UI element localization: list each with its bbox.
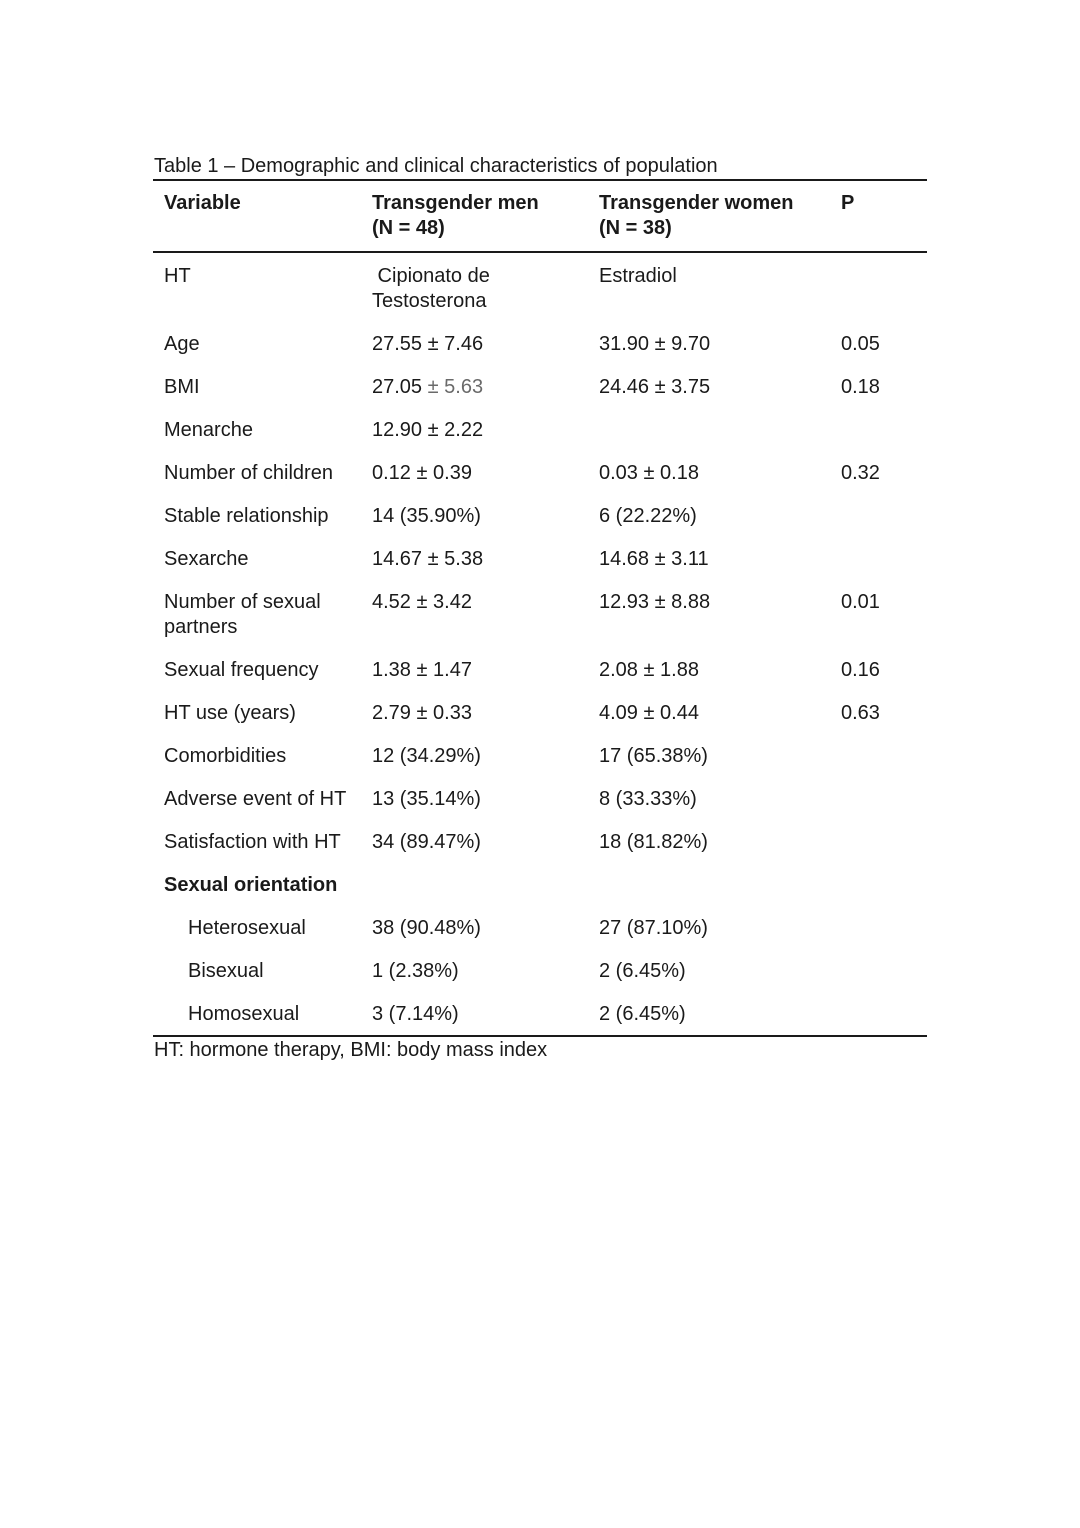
row-variable: Homosexual (188, 1003, 300, 1025)
row-women-value: 2.08 ± 1.88 (599, 659, 699, 681)
row-p-value: 0.63 (841, 702, 880, 724)
row-p-value (841, 418, 927, 461)
table-row (153, 1002, 927, 1036)
row-women-value: 2 (6.45%) (599, 1003, 686, 1025)
row-p-value (841, 787, 927, 830)
row-p-value (841, 504, 927, 547)
row-p-value (841, 1002, 927, 1036)
header-variable-label: Variable (164, 192, 241, 214)
row-p-value (841, 744, 927, 787)
row-p-value (841, 252, 927, 332)
row-women-value (599, 418, 841, 461)
row-men-value: 13 (35.14%) (372, 788, 481, 810)
header-p-label: P (841, 192, 855, 214)
row-women-value: 2 (6.45%) (599, 960, 686, 982)
row-p-value: 0.05 (841, 333, 880, 355)
section-heading-sexual-orientation: Sexual orientation (164, 874, 338, 896)
table-container (153, 179, 927, 1037)
row-men-value (372, 375, 599, 418)
header-women-n: (N = 38) (599, 217, 672, 239)
table-row (153, 916, 927, 959)
row-women-value: 24.46 ± 3.75 (599, 376, 711, 398)
row-p-value: 0.18 (841, 376, 880, 398)
table-row (153, 701, 927, 744)
row-women-value: 6 (22.22%) (599, 505, 697, 527)
row-variable: BMI (164, 376, 200, 398)
row-women-value: 17 (65.38%) (599, 745, 708, 767)
row-variable: Number of children (164, 462, 333, 484)
table-row (153, 252, 927, 332)
table-header (153, 180, 927, 252)
row-variable: HT (164, 265, 191, 287)
row-men-value: 34 (89.47%) (372, 831, 481, 853)
row-men-value: 38 (90.48%) (372, 917, 481, 939)
row-women-value: 4.09 ± 0.44 (599, 702, 699, 724)
row-men-value: 12.90 ± 2.22 (372, 419, 484, 441)
row-men-value: 2.79 ± 0.33 (372, 702, 472, 724)
table-row (153, 461, 927, 504)
table-row (153, 375, 927, 418)
row-men-value: 14.67 ± 5.38 (372, 548, 484, 570)
header-transgender-men (372, 180, 599, 252)
row-men-value-line1: Cipionato de (372, 265, 490, 287)
table-caption: Table 1 – Demographic and clinical characteristics of population (154, 155, 718, 177)
table-row (153, 332, 927, 375)
row-p-value: 0.16 (841, 659, 880, 681)
header-p-value (841, 180, 927, 252)
row-variable: Stable relationship (164, 505, 329, 527)
header-variable (153, 180, 372, 252)
row-variable-line2: partners (164, 616, 238, 638)
row-men-value: 1 (2.38%) (372, 960, 459, 982)
header-transgender-women (599, 180, 841, 252)
header-men-title: Transgender men (372, 192, 539, 214)
row-variable: Bisexual (188, 960, 264, 982)
table-body (153, 252, 927, 1036)
row-variable-line1: Number of sexual (164, 591, 321, 613)
row-men-value: 12 (34.29%) (372, 745, 481, 767)
header-row (153, 180, 927, 252)
table-row (153, 787, 927, 830)
header-women-title: Transgender women (599, 192, 794, 214)
row-women-value: 14.68 ± 3.11 (599, 548, 709, 570)
table-row (153, 504, 927, 547)
table-footnote: HT: hormone therapy, BMI: body mass index (154, 1039, 548, 1061)
row-variable: Heterosexual (188, 917, 306, 939)
row-variable: Age (164, 333, 200, 355)
row-men-value: 4.52 ± 3.42 (372, 591, 472, 613)
row-women-value: 12.93 ± 8.88 (599, 591, 711, 613)
row-variable: Menarche (164, 419, 253, 441)
row-men-value: 0.12 ± 0.39 (372, 462, 472, 484)
row-men-mean: 27.05 (372, 376, 423, 398)
table-row (153, 590, 927, 658)
row-men-value: 3 (7.14%) (372, 1003, 459, 1025)
row-p-value (841, 916, 927, 959)
table-row (153, 830, 927, 873)
row-men-value-line2: Testosterona (372, 290, 487, 312)
row-p-value (841, 959, 927, 1002)
row-men-value: 14 (35.90%) (372, 505, 481, 527)
table-row (153, 744, 927, 787)
row-variable: HT use (years) (164, 702, 296, 724)
table-row (153, 959, 927, 1002)
row-variable (153, 590, 372, 658)
row-women-value: Estradiol (599, 265, 677, 287)
table-row-section (153, 873, 927, 916)
table-row (153, 418, 927, 461)
row-men-value: 1.38 ± 1.47 (372, 659, 472, 681)
row-p-value: 0.01 (841, 591, 880, 613)
characteristics-table (153, 179, 927, 1037)
row-men-sd: ± 5.63 (422, 376, 484, 398)
row-men-value: 27.55 ± 7.46 (372, 333, 484, 355)
row-p-value (841, 547, 927, 590)
row-variable: Sexual frequency (164, 659, 319, 681)
table-row (153, 547, 927, 590)
row-women-value: 31.90 ± 9.70 (599, 333, 711, 355)
row-women-value: 0.03 ± 0.18 (599, 462, 699, 484)
row-variable: Sexarche (164, 548, 249, 570)
header-men-n: (N = 48) (372, 217, 445, 239)
row-men-value (372, 252, 599, 332)
row-variable: Comorbidities (164, 745, 287, 767)
row-women-value: 27 (87.10%) (599, 917, 708, 939)
row-variable: Satisfaction with HT (164, 831, 341, 853)
row-p-value: 0.32 (841, 462, 880, 484)
row-women-value: 18 (81.82%) (599, 831, 708, 853)
row-variable: Adverse event of HT (164, 788, 347, 810)
row-women-value: 8 (33.33%) (599, 788, 697, 810)
table-row (153, 658, 927, 701)
row-p-value (841, 830, 927, 873)
